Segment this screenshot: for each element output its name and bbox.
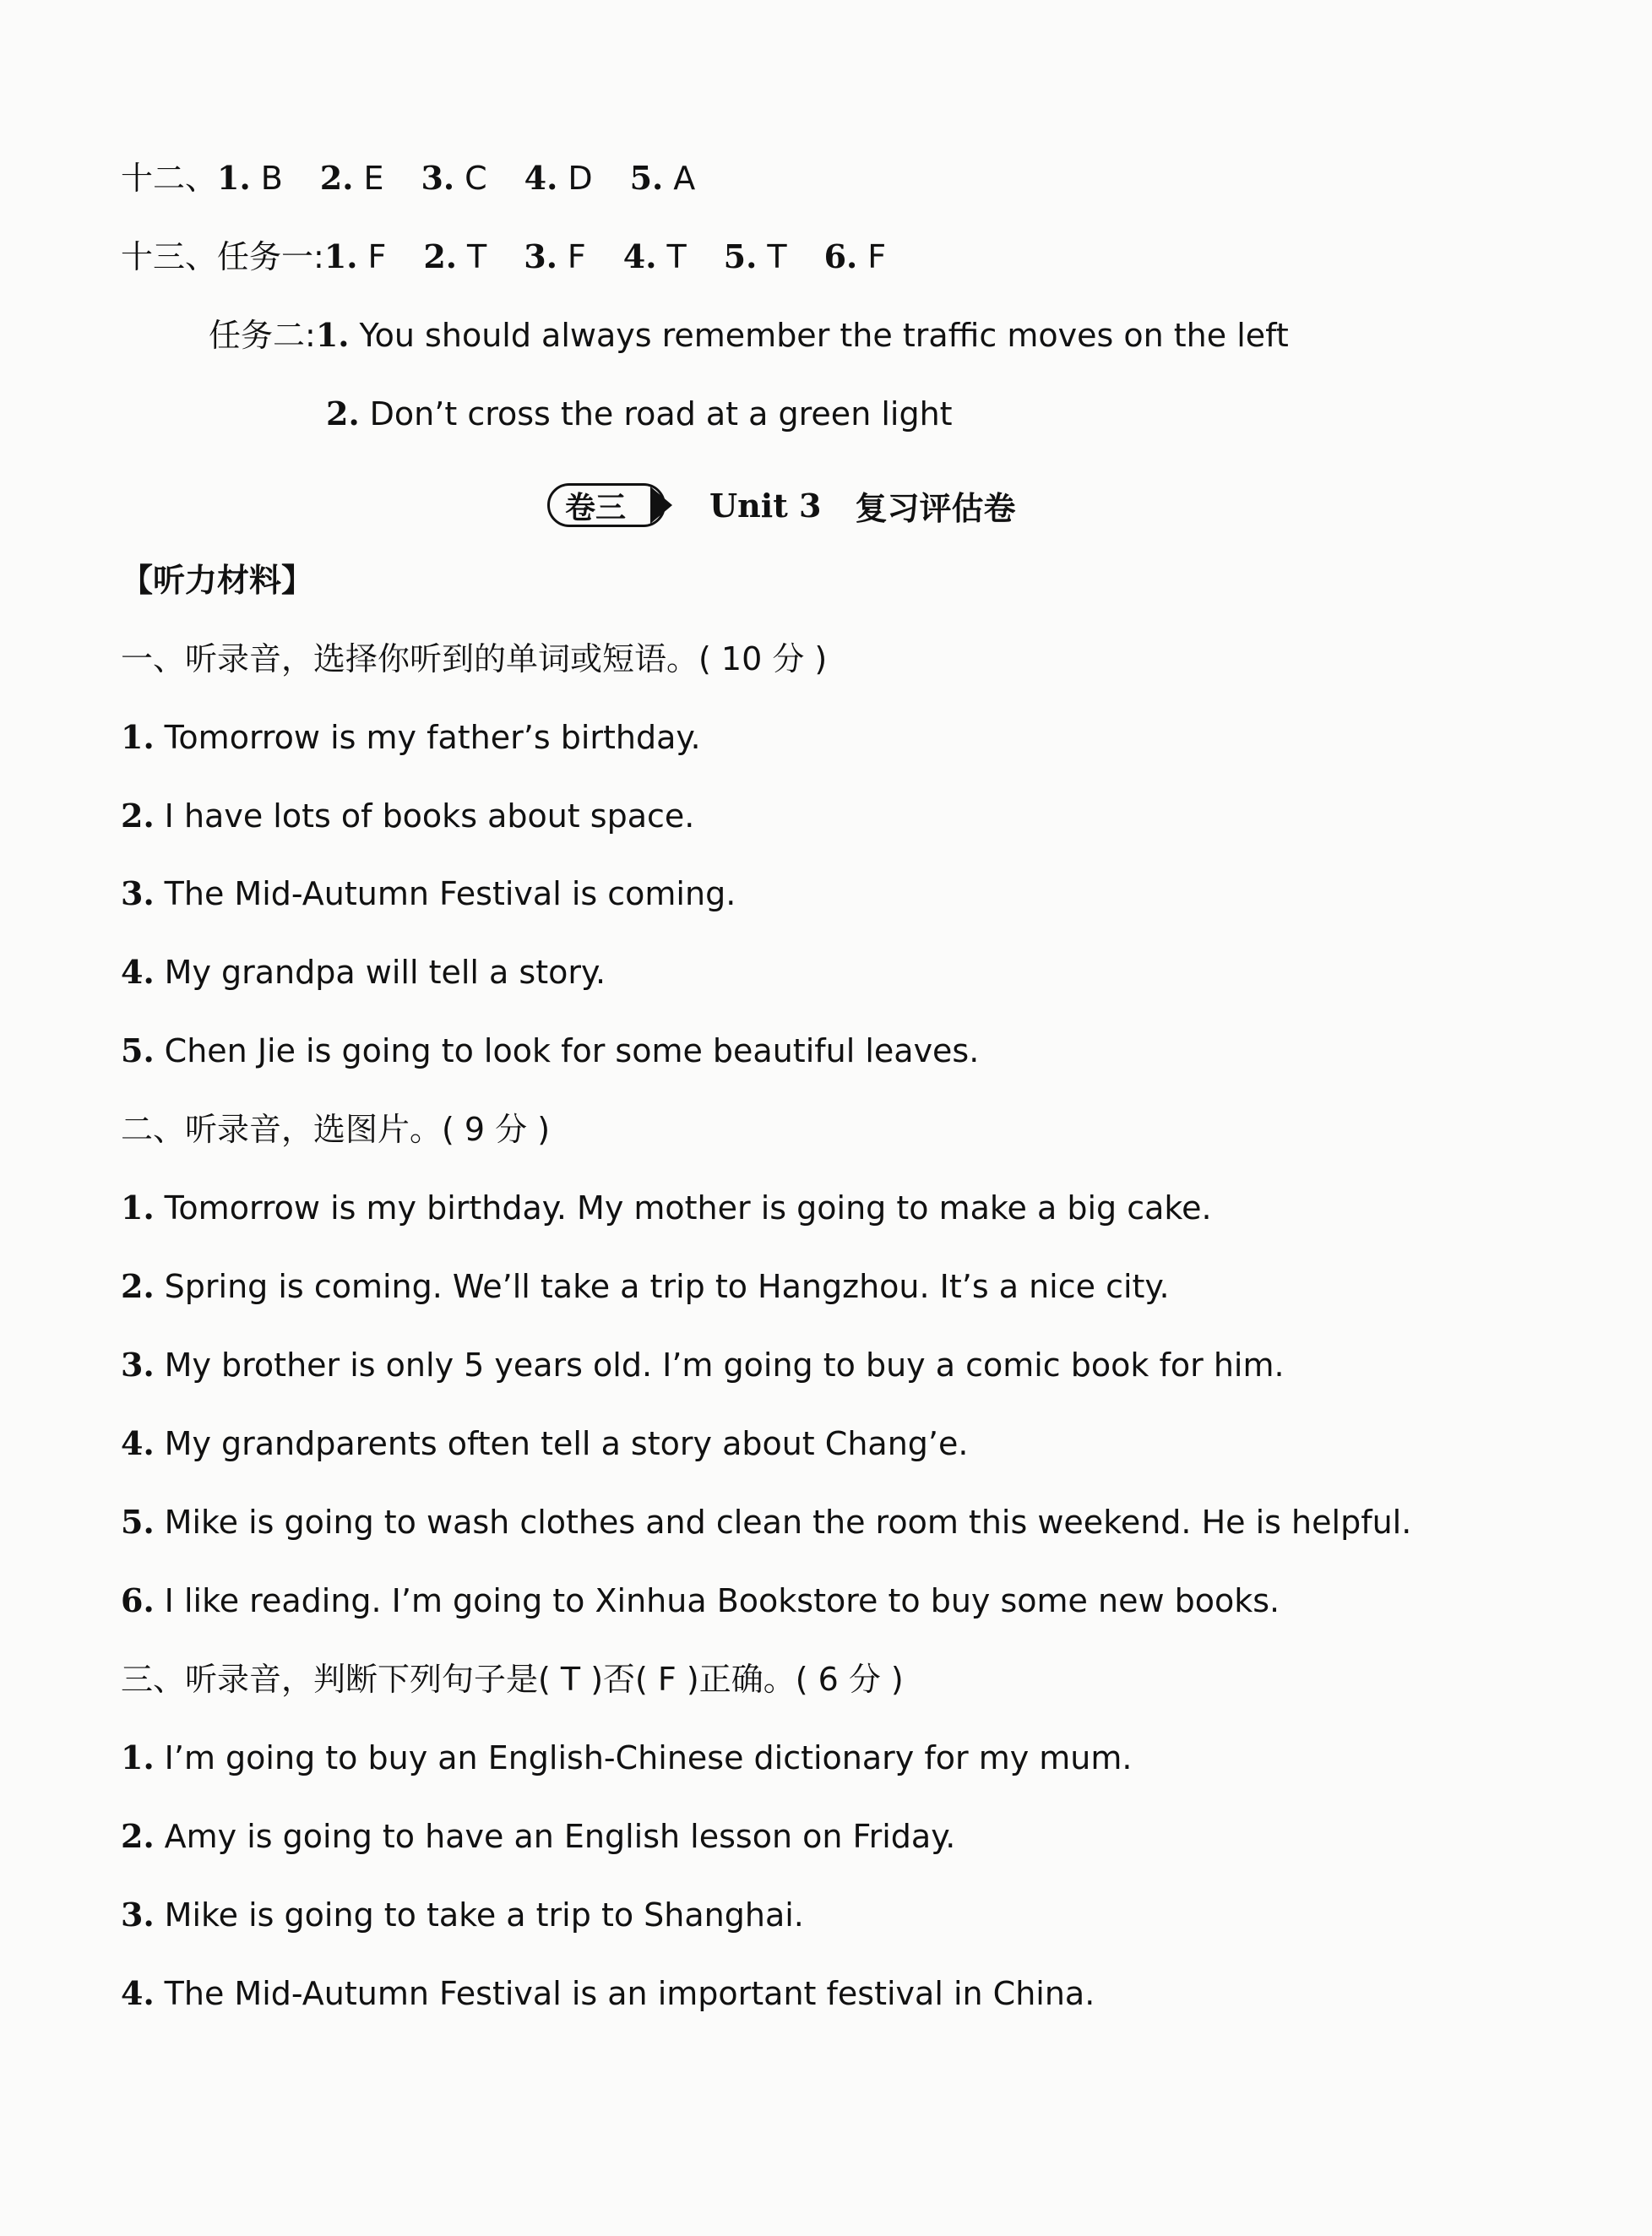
list-item <box>121 951 606 993</box>
answer-number: 6. <box>823 237 858 275</box>
answer-number: 4. <box>524 159 558 197</box>
task-label: 任务一: <box>217 238 324 275</box>
item-text: I like reading. I’m going to Xinhua Bookstore to buy some new books. <box>164 1582 1280 1619</box>
answer-value: F <box>567 238 586 275</box>
item-text: Mike is going to wash clothes and clean the room this weekend. He is helpful. <box>164 1504 1412 1541</box>
answer-value: T <box>467 238 487 275</box>
answer-number: 2. <box>319 159 354 197</box>
item-number: 3. <box>121 1896 155 1934</box>
volume-tag <box>547 483 666 527</box>
section-title-3: 三、听录音，判断下列句子是( T )否( F )正确。( 6 分 ) <box>121 1661 904 1698</box>
list-item <box>121 1187 1212 1229</box>
unit-banner <box>547 480 1015 530</box>
item-number: 5. <box>121 1031 155 1069</box>
list-item <box>121 795 694 837</box>
list-item <box>121 1580 1280 1622</box>
item-number: 1. <box>121 1738 155 1776</box>
list-item <box>121 1894 804 1936</box>
task-label: 任务二: <box>209 317 316 354</box>
answer-number: 5. <box>629 159 664 197</box>
answer-value: T <box>666 238 687 275</box>
section-title-1: 一、听录音，选择你听到的单词或短语。( 10 分 ) <box>121 640 828 677</box>
item-text: Chen Jie is going to look for some beautiful leaves. <box>164 1032 980 1069</box>
list-item <box>121 1815 955 1858</box>
answer-value: E <box>363 160 384 197</box>
answer-value: F <box>367 238 387 275</box>
answer-value: B <box>260 160 283 197</box>
answer-number: 1. <box>323 237 358 275</box>
item-text: My grandparents often tell a story about Chang’e. <box>164 1425 969 1462</box>
answer-row-12 <box>121 157 695 199</box>
answer-value: C <box>465 160 487 197</box>
item-number: 4. <box>121 1974 155 2012</box>
item-text: The Mid-Autumn Festival is an important festival in China. <box>164 1975 1095 2012</box>
item-text: Amy is going to have an English lesson on Friday. <box>164 1818 956 1855</box>
section-title-2: 二、听录音，选图片。( 9 分 ) <box>121 1111 551 1148</box>
item-number: 3. <box>121 874 155 912</box>
list-item <box>121 1972 1095 2015</box>
answer-value: F <box>867 238 887 275</box>
item-text: Tomorrow is my birthday. My mother is going to make a big cake. <box>164 1189 1212 1227</box>
answer-value: T <box>767 238 787 275</box>
answer-text: You should always remember the traffic moves on the left <box>359 317 1289 354</box>
item-number: 1. <box>121 1189 155 1227</box>
item-text: I have lots of books about space. <box>164 797 695 835</box>
item-number: 2. <box>121 797 155 835</box>
list-item <box>121 716 701 759</box>
item-number: 6. <box>121 1581 155 1619</box>
list-item <box>121 1265 1170 1308</box>
item-number: 4. <box>121 1424 155 1462</box>
answer-number: 1. <box>315 316 350 354</box>
arrow-right-icon <box>650 487 672 524</box>
answer-number: 2. <box>423 237 458 275</box>
answer-row-label: 十二、 <box>121 160 218 197</box>
item-number: 3. <box>121 1346 155 1384</box>
item-text: Spring is coming. We’ll take a trip to Hangzhou. It’s a nice city. <box>164 1268 1170 1305</box>
unit-title: Unit 3 <box>709 486 822 525</box>
item-text: I’m going to buy an English-Chinese dictionary for my mum. <box>164 1739 1133 1776</box>
answer-value: A <box>673 160 696 197</box>
answer-number: 5. <box>723 237 758 275</box>
item-number: 2. <box>121 1817 155 1855</box>
answer-number: 3. <box>421 159 455 197</box>
list-item <box>121 1737 1132 1779</box>
listening-heading: 【听力材料】 <box>121 562 314 599</box>
item-text: My brother is only 5 years old. I’m going to buy a comic book for him. <box>164 1346 1285 1384</box>
answer-row-13-task1 <box>121 236 886 278</box>
list-item <box>121 873 736 915</box>
list-item <box>121 1501 1411 1543</box>
answer-row-13-task2-line2 <box>326 393 953 435</box>
answer-row-label: 十三、 <box>121 238 218 275</box>
list-item <box>121 1344 1285 1386</box>
list-item <box>121 1030 979 1072</box>
answer-value: D <box>568 160 593 197</box>
answer-number: 1. <box>217 159 251 197</box>
item-number: 4. <box>121 953 155 991</box>
answer-row-13-task2-line1 <box>209 314 1289 356</box>
answer-number: 4. <box>622 237 657 275</box>
list-item <box>121 1423 968 1465</box>
unit-subtitle: 复习评估卷 <box>855 488 1016 527</box>
answer-number: 2. <box>326 394 360 433</box>
item-number: 5. <box>121 1503 155 1541</box>
item-number: 2. <box>121 1267 155 1305</box>
answer-number: 3. <box>524 237 557 275</box>
item-number: 1. <box>121 718 155 756</box>
item-text: Tomorrow is my father’s birthday. <box>164 719 701 756</box>
answer-text: Don’t cross the road at a green light <box>369 395 953 433</box>
item-text: My grandpa will tell a story. <box>164 954 606 991</box>
item-text: The Mid-Autumn Festival is coming. <box>164 875 736 912</box>
volume-label: 卷三 <box>565 489 627 525</box>
item-text: Mike is going to take a trip to Shanghai. <box>164 1896 804 1934</box>
